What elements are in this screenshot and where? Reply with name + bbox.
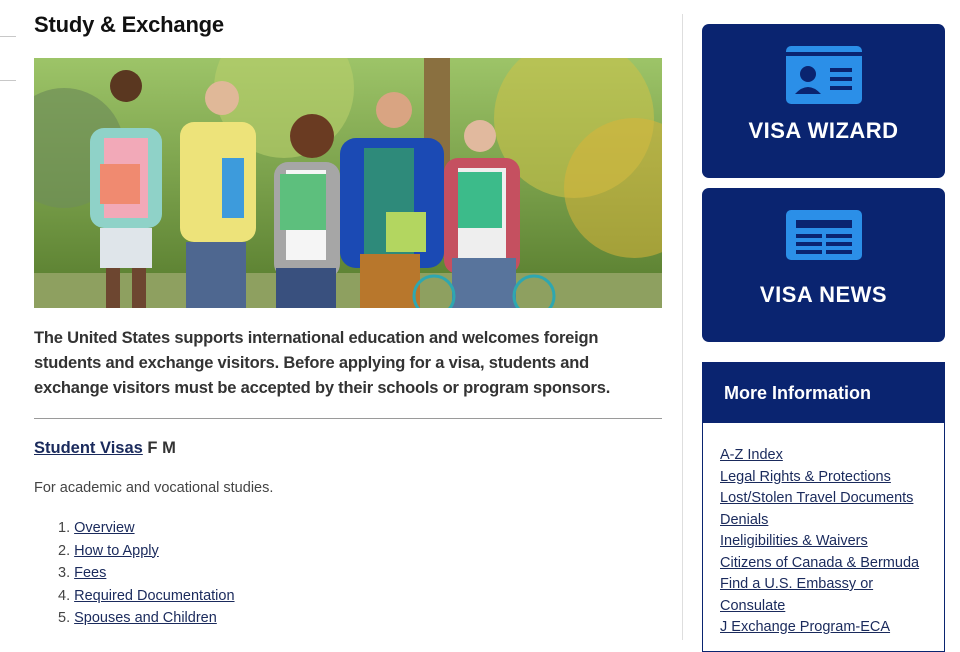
visa-news-tile[interactable] — [702, 188, 945, 342]
step-number: 1. — [58, 520, 71, 536]
step-link-spouses-and-children[interactable]: Spouses and Children — [74, 610, 217, 626]
link-ineligibilities-waivers[interactable]: Ineligibilities & Waivers — [720, 533, 868, 549]
step-number: 5. — [58, 610, 71, 626]
step-number: 4. — [58, 587, 71, 604]
list-item — [58, 607, 235, 630]
student-visas-link[interactable]: Student Visas — [34, 439, 143, 457]
page-title: Study & Exchange — [34, 12, 224, 37]
list-item — [58, 517, 235, 540]
student-visas-description: For academic and vocational studies. — [34, 480, 274, 496]
more-information-title: More Information — [703, 363, 944, 423]
step-link-fees[interactable]: Fees — [74, 565, 107, 581]
step-link-required-documentation[interactable]: Required Documentation — [74, 587, 235, 604]
more-information-panel — [702, 362, 945, 652]
list-item — [720, 617, 944, 639]
left-edge-divider — [0, 36, 16, 37]
visa-news-label: VISA NEWS — [759, 282, 888, 307]
visa-classes: F M — [147, 439, 176, 457]
student-visa-steps — [58, 517, 235, 630]
newspaper-icon — [786, 210, 862, 268]
list-item — [720, 488, 944, 510]
intro-paragraph: The United States supports international education and welcomes foreign students and exchange visitors. Before applying for a visa, students and exchange visitors must be accepted by their schools or program sponsors. — [34, 329, 611, 397]
list-item — [720, 596, 944, 618]
link-a-z-index[interactable]: A-Z Index — [720, 447, 783, 463]
list-item — [58, 585, 235, 608]
hero-photo — [34, 58, 662, 308]
visa-wizard-label: VISA WIZARD — [748, 118, 899, 143]
list-item — [720, 553, 944, 575]
link-citizens-canada-bermuda[interactable]: Citizens of Canada & Bermuda — [720, 554, 920, 571]
section-divider — [34, 418, 662, 419]
list-item — [720, 467, 944, 489]
list-item — [720, 510, 944, 532]
list-item — [720, 531, 944, 553]
link-find-embassy[interactable]: Find a U.S. Embassy or — [720, 576, 874, 592]
hero-image — [34, 58, 662, 308]
list-item — [58, 540, 235, 563]
step-link-overview[interactable]: Overview — [74, 520, 135, 536]
list-item — [720, 445, 944, 467]
link-denials[interactable]: Denials — [720, 511, 769, 528]
step-number: 2. — [58, 542, 71, 559]
step-number: 3. — [58, 565, 71, 581]
left-edge-divider — [0, 80, 16, 81]
list-item — [58, 562, 235, 585]
step-link-how-to-apply[interactable]: How to Apply — [74, 542, 159, 559]
link-lost-stolen-documents[interactable]: Lost/Stolen Travel Documents — [720, 490, 914, 506]
link-find-embassy-consulate[interactable]: Consulate — [720, 597, 786, 614]
student-visas-heading — [34, 439, 176, 458]
link-j-exchange-program[interactable]: J Exchange Program-ECA — [720, 619, 891, 635]
more-information-links — [703, 423, 944, 639]
id-card-icon — [786, 46, 862, 104]
list-item — [720, 574, 944, 596]
link-legal-rights[interactable]: Legal Rights & Protections — [720, 468, 891, 485]
column-divider — [682, 14, 683, 640]
visa-wizard-tile[interactable] — [702, 24, 945, 178]
